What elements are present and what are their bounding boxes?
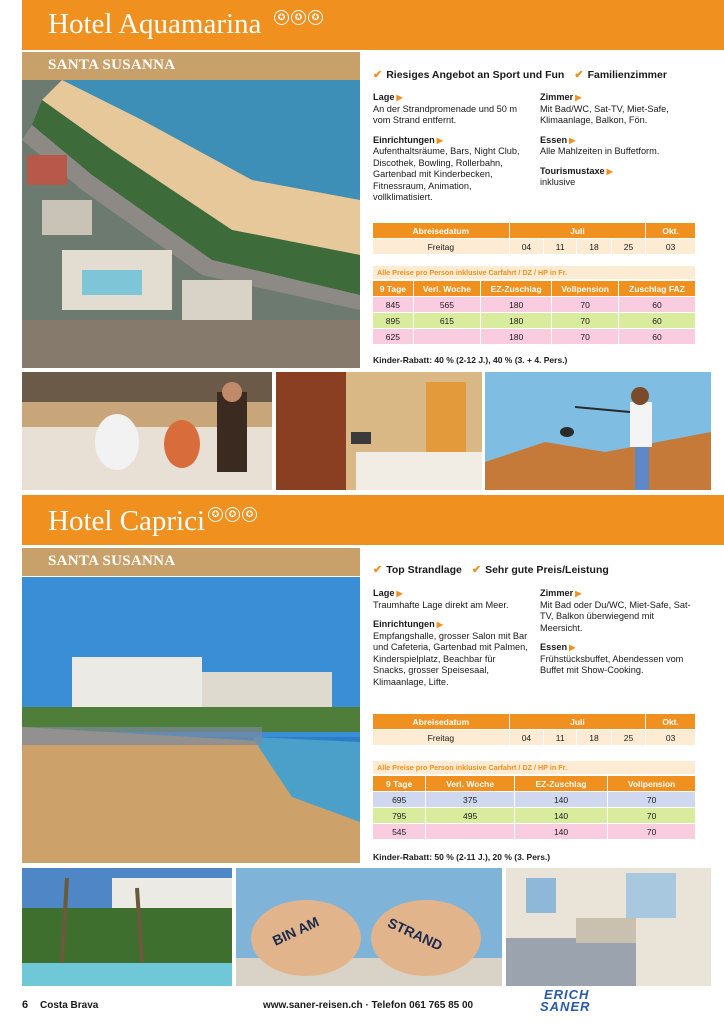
hotel2-title: Hotel Caprici: [48, 505, 206, 537]
date-cell: 11: [544, 239, 576, 254]
month-header: Okt.: [646, 223, 695, 238]
hotel1-dates-table: [372, 222, 696, 255]
price-header: Vollpension: [608, 776, 695, 791]
date-cell: 11: [544, 730, 576, 745]
einrichtungen-heading: Einrichtungen ▶: [373, 619, 443, 629]
price-cell: 545: [373, 824, 425, 839]
price-cell: 60: [619, 329, 695, 344]
price-header: Verl. Woche: [426, 776, 514, 791]
date-cell: 04: [510, 730, 543, 745]
check-icon: ✔: [373, 564, 383, 576]
arrow-icon: ▶: [396, 589, 403, 598]
star-icon: ✪: [242, 507, 257, 522]
price-cell: 625: [373, 329, 413, 344]
price-header: EZ-Zuschlag: [481, 281, 551, 296]
star-icon: ✪: [291, 10, 306, 25]
price-cell: 70: [608, 808, 695, 823]
price-header: EZ-Zuschlag: [515, 776, 607, 791]
hotel1-location: SANTA SUSANNA: [48, 57, 176, 73]
hotel1-bar-photo: [22, 372, 272, 490]
hotel2-dates-table: [372, 713, 696, 746]
price-cell: 845: [373, 297, 413, 312]
einrichtungen-text: Aufenthaltsräume, Bars, Night Club, Discothek, Bowling, Rollerbahn, Gartenbad mit Kinderbecken, Fitnessraum, Animation, vollklimatisiert.: [373, 146, 520, 202]
price-header: 9 Tage: [373, 776, 425, 791]
price-cell: 180: [481, 297, 551, 312]
price-cell: [414, 329, 480, 344]
date-cell: 18: [577, 730, 610, 745]
date-cell: 18: [577, 239, 610, 254]
zimmer-text: Mit Bad oder Du/WC, Miet-Safe, Sat-TV, Balkon überwiegend mit Meersicht.: [540, 599, 691, 633]
date-cell: 03: [646, 730, 695, 745]
month-header: Juli: [510, 223, 646, 238]
lage-text: Traumhafte Lage direkt am Meer.: [373, 599, 509, 610]
feature-item: ✔ Top Strandlage: [373, 563, 462, 576]
essen-heading: Essen ▶: [540, 642, 576, 652]
price-cell: 795: [373, 808, 425, 823]
check-icon: ✔: [373, 69, 383, 81]
price-cell: 695: [373, 792, 425, 807]
price-cell: 180: [481, 313, 551, 328]
zimmer-text: Mit Bad/WC, Sat-TV, Miet-Safe, Klimaanlage, Balkon, Fön.: [540, 103, 669, 125]
hotel1-aerial-photo: [22, 80, 360, 368]
star-icon: ✪: [225, 507, 240, 522]
footer-region: Costa Brava: [40, 1000, 99, 1011]
price-header: 9 Tage: [373, 281, 413, 296]
hotel1-info-left: [373, 92, 528, 212]
arrow-icon: ▶: [575, 93, 582, 102]
feature-item: ✔ Riesiges Angebot an Sport und Fun: [373, 68, 565, 81]
essen-heading: Essen ▶: [540, 134, 576, 145]
essen-text: Alle Mahlzeiten in Buffetform.: [540, 146, 660, 156]
price-cell: 70: [608, 824, 695, 839]
hotel1-price-note: Alle Preise pro Person inklusive Carfahrt / DZ / HP in Fr.: [373, 266, 695, 279]
zimmer-heading: Zimmer ▶: [540, 92, 582, 102]
hotel2-price-table: [372, 775, 696, 840]
price-cell: 140: [515, 808, 607, 823]
price-cell: 140: [515, 824, 607, 839]
price-cell: 615: [414, 313, 480, 328]
star-icon: ✪: [274, 10, 289, 25]
weekday-cell: Freitag: [373, 239, 509, 254]
hotel1-banner: [22, 0, 724, 50]
hotel2-features: [373, 563, 609, 576]
price-cell: 70: [552, 313, 618, 328]
star-icon: ✪: [208, 507, 223, 522]
arrow-icon: ▶: [436, 620, 443, 629]
date-cell: 25: [612, 239, 645, 254]
hotel2-rebate: Kinder-Rabatt: 50 % (2-11 J.), 20 % (3. Pers.): [373, 852, 551, 862]
hotel1-stars: [274, 10, 323, 25]
arrow-icon: ▶: [569, 135, 576, 145]
feature-item: ✔ Sehr gute Preis/Leistung: [471, 563, 609, 576]
price-header: Vollpension: [552, 281, 618, 296]
hotel2-location: SANTA SUSANNA: [48, 553, 176, 569]
hotel2-toes-photo: [236, 868, 502, 986]
taxe-heading: Tourismustaxe ▶: [540, 165, 613, 176]
star-icon: ✪: [308, 10, 323, 25]
check-icon: ✔: [574, 69, 584, 81]
price-cell: 70: [608, 792, 695, 807]
price-cell: [426, 824, 514, 839]
hotel1-location-bar: [22, 52, 360, 80]
dates-header: Abreisedatum: [373, 223, 509, 238]
lage-heading: Lage ▶: [373, 92, 403, 102]
price-cell: 895: [373, 313, 413, 328]
price-cell: 60: [619, 297, 695, 312]
hotel1-rebate: Kinder-Rabatt: 40 % (2-12 J.), 40 % (3. + 4. Pers.): [373, 355, 568, 365]
lage-heading: Lage ▶: [373, 588, 403, 598]
feature-item: ✔ Familienzimmer: [574, 68, 667, 81]
hotel1-price-table: [372, 280, 696, 345]
logo-line1: ERICH: [544, 987, 590, 1002]
footer-contact: www.saner-reisen.ch · Telefon 061 765 85 00: [263, 1000, 474, 1011]
lage-text: An der Strandpromenade und 50 m vom Strand entfernt.: [373, 103, 518, 125]
arrow-icon: ▶: [396, 93, 403, 102]
hotel2-info-right: [540, 588, 695, 685]
price-cell: 140: [515, 792, 607, 807]
price-header: Verl. Woche: [414, 281, 480, 296]
month-header: Juli: [510, 714, 646, 729]
price-cell: 70: [552, 329, 618, 344]
hotel2-beach-photo: [22, 577, 360, 863]
hotel1-golfer-photo: [485, 372, 711, 490]
price-header: Zuschlag FAZ: [619, 281, 695, 296]
hotel1-info-right: [540, 92, 695, 197]
logo-line2: SANER: [540, 999, 591, 1014]
hotel1-room-photo: [276, 372, 482, 490]
price-cell: 495: [426, 808, 514, 823]
price-cell: 180: [481, 329, 551, 344]
arrow-icon: ▶: [569, 643, 576, 652]
check-icon: ✔: [471, 564, 482, 576]
hotel1-features: [373, 68, 667, 81]
arrow-icon: ▶: [575, 589, 582, 598]
hotel2-banner: [22, 495, 724, 545]
taxe-text: inklusive: [540, 177, 576, 187]
date-cell: 04: [510, 239, 543, 254]
date-cell: 03: [646, 239, 695, 254]
arrow-icon: ▶: [606, 166, 613, 176]
saner-logo: [530, 989, 650, 1017]
hotel2-price-note: Alle Preise pro Person inklusive Carfahrt / DZ / HP in Fr.: [373, 761, 695, 774]
toe-text-right: STRAND: [385, 914, 445, 954]
arrow-icon: ▶: [436, 135, 443, 145]
date-cell: 25: [612, 730, 645, 745]
hotel1-title: Hotel Aquamarina: [48, 8, 262, 40]
price-cell: 375: [426, 792, 514, 807]
price-cell: 60: [619, 313, 695, 328]
essen-text: Frühstücksbuffet, Abendessen vom Buffet mit Show-Cooking.: [540, 653, 684, 675]
hotel2-pool-photo: [22, 868, 232, 986]
price-cell: 565: [414, 297, 480, 312]
price-cell: 70: [552, 297, 618, 312]
toe-text-left: BIN AM: [269, 913, 322, 949]
page-footer: [0, 987, 724, 1019]
page-number: 6: [22, 999, 29, 1011]
hotel2-room-photo: [506, 868, 711, 986]
dates-header: Abreisedatum: [373, 714, 509, 729]
month-header: Okt.: [646, 714, 695, 729]
einrichtungen-text: Empfangshalle, grosser Salon mit Bar und Cafeteria, Gartenbad mit Palmen, Kinderspielplatz, Beachbar für Snacks, grosser Speisesaal, Klimaanlage, Lifte.: [373, 630, 528, 687]
hotel2-info-left: [373, 588, 528, 696]
hotel2-stars: [208, 507, 257, 522]
zimmer-heading: Zimmer ▶: [540, 588, 582, 598]
weekday-cell: Freitag: [373, 730, 509, 745]
einrichtungen-heading: Einrichtungen ▶: [373, 134, 443, 145]
hotel2-location-bar: [22, 548, 360, 576]
